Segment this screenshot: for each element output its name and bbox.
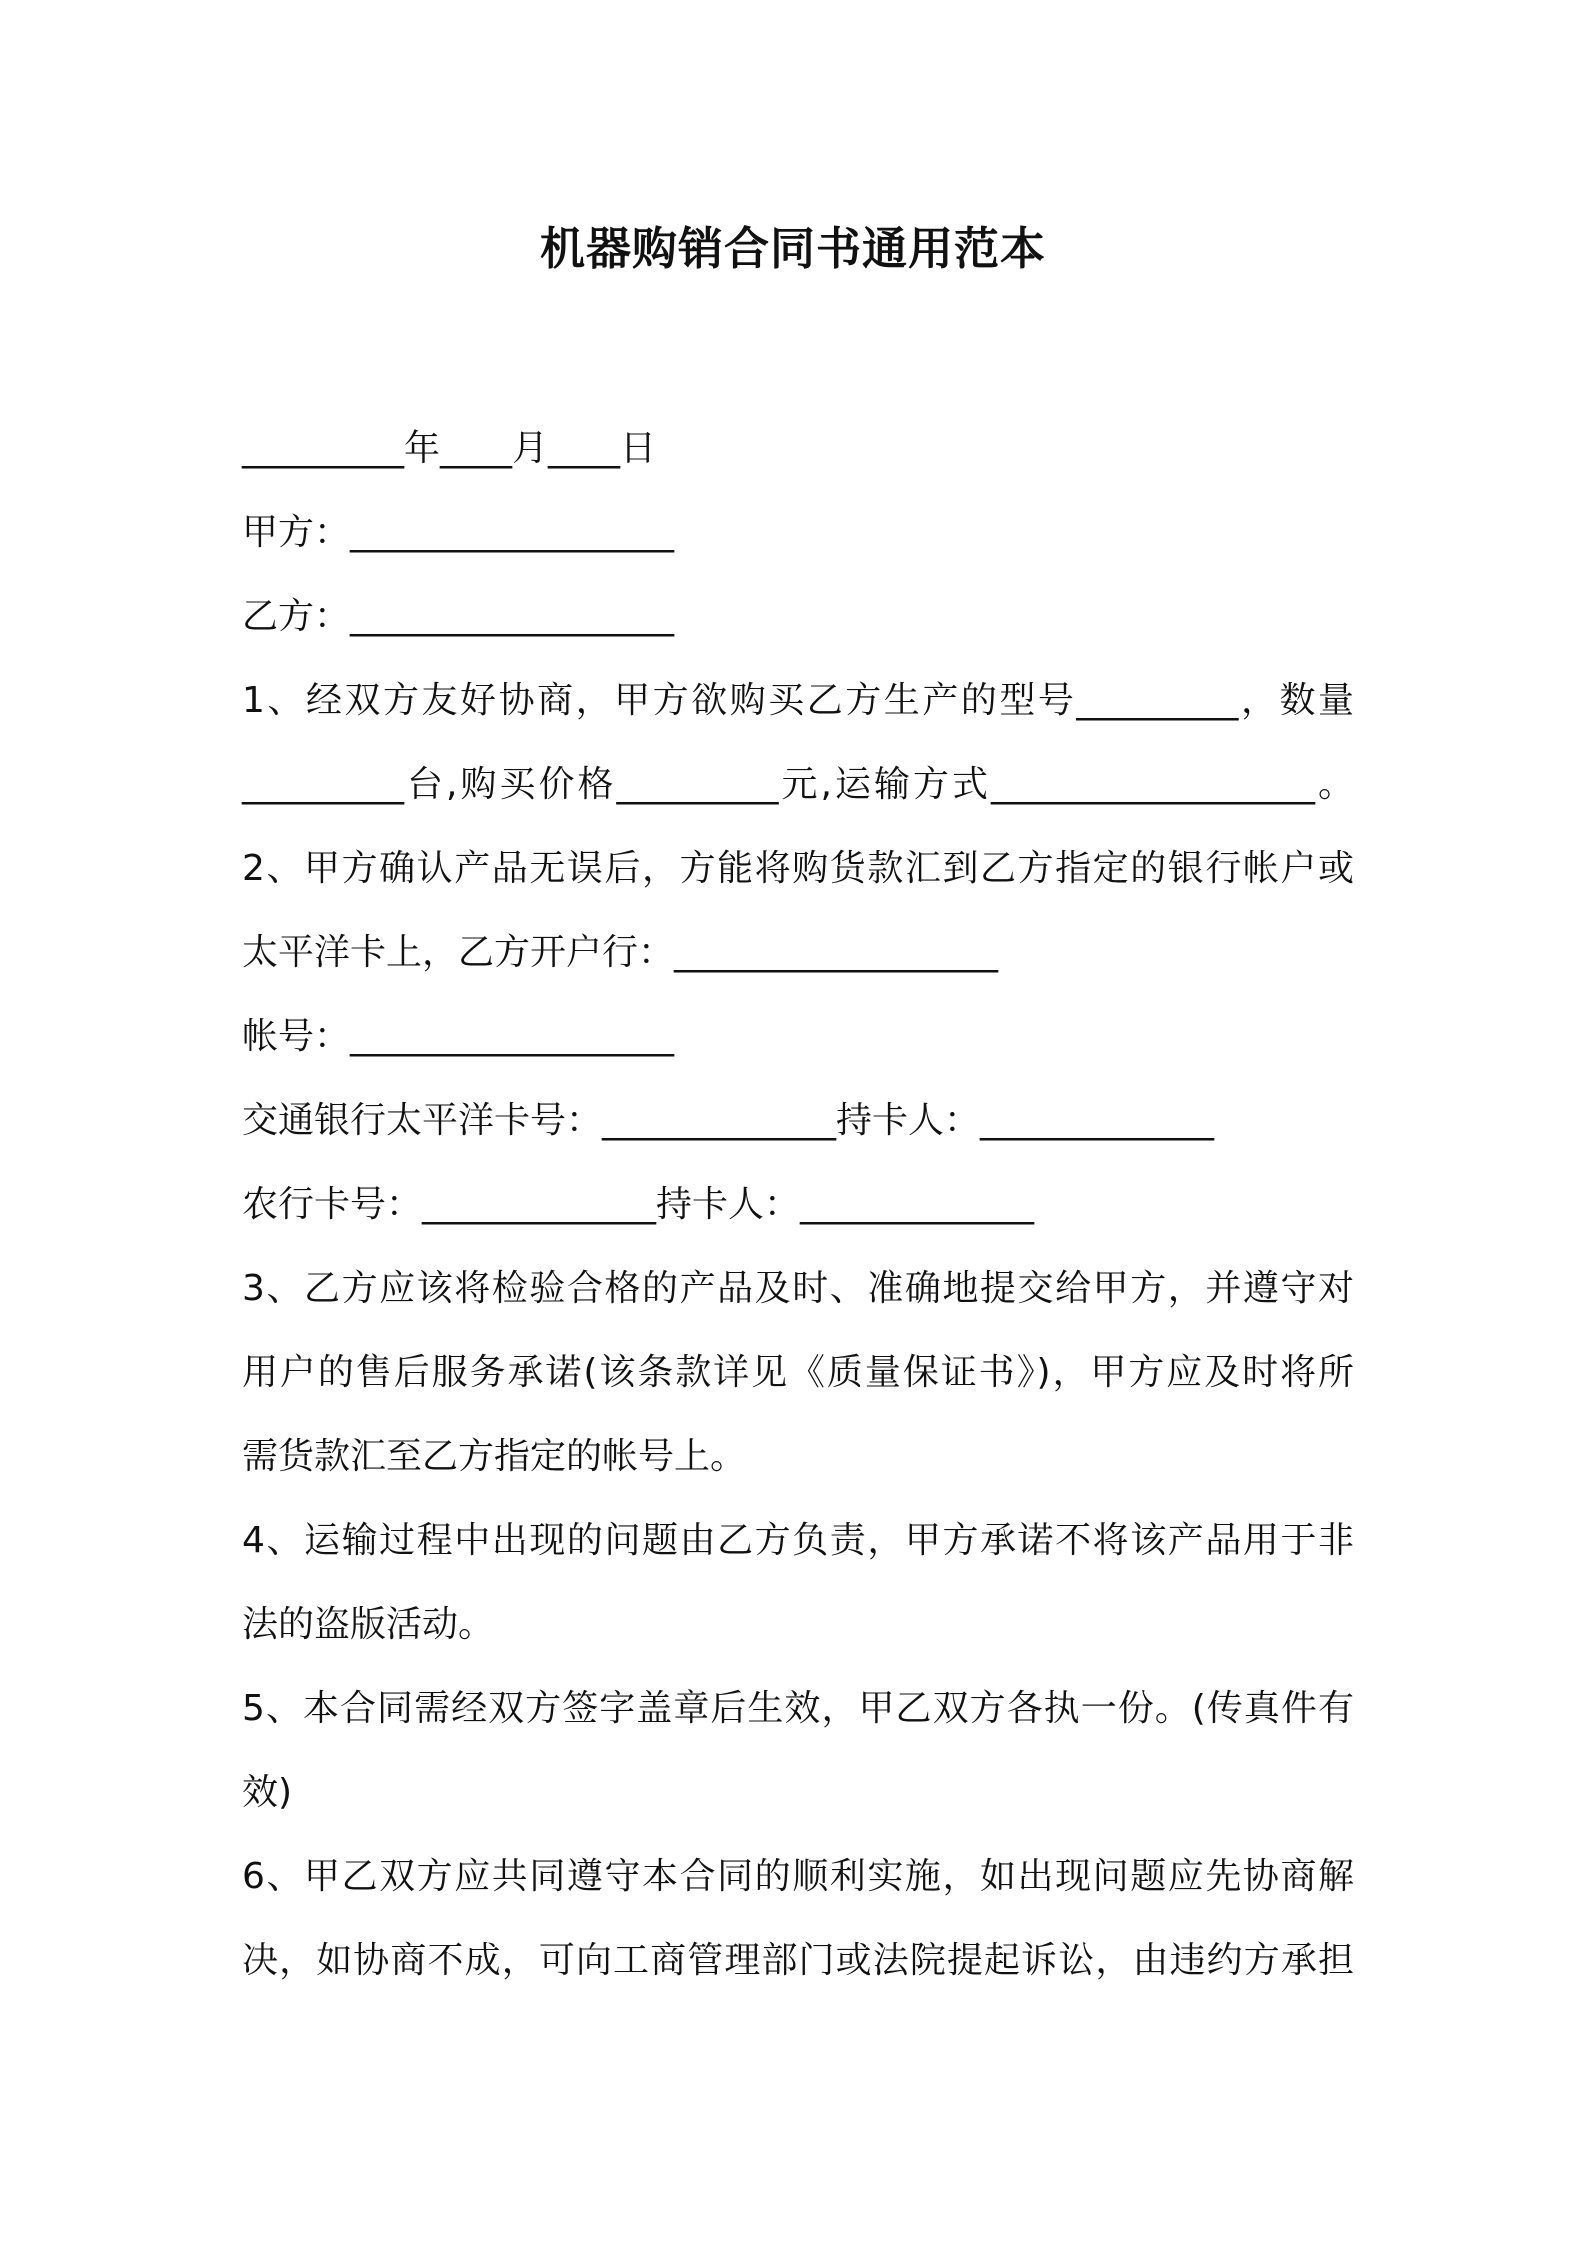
clause-2-line-2: 太平洋卡上，乙方开户行：__________________	[242, 932, 999, 973]
abc-card-line: 农行卡号：_____________持卡人：_____________	[242, 1184, 1035, 1225]
clause-3-line-3: 需货款汇至乙方指定的帐号上。	[242, 1436, 747, 1477]
clause-5-line-1: 5、本合同需经双方签字盖章后生效，甲乙双方各执一份。(传真件有	[242, 1688, 1354, 1729]
clause-4-line-1: 4、运输过程中出现的问题由乙方负责，甲方承诺不将该产品用于非	[242, 1520, 1354, 1561]
clause-4-line-2: 法的盗版活动。	[242, 1604, 495, 1645]
bocom-card-line: 交通银行太平洋卡号：_____________持卡人：_____________	[242, 1100, 1215, 1141]
clause-2-line-1: 2、甲方确认产品无误后，方能将购货款汇到乙方指定的银行帐户或	[242, 848, 1354, 889]
clause-3-line-1: 3、乙方应该将检验合格的产品及时、准确地提交给甲方，并遵守对	[242, 1268, 1354, 1309]
party-b-line: 乙方：__________________	[242, 596, 675, 637]
date-line: _________年____月____日	[242, 428, 656, 469]
account-line: 帐号：__________________	[242, 1016, 675, 1057]
party-a-line: 甲方：__________________	[242, 512, 675, 553]
document-title: 机器购销合同书通用范本	[539, 222, 1046, 275]
clause-5-line-2: 效)	[242, 1772, 293, 1813]
document-body	[242, 407, 1354, 2003]
clause-1-line-1: 1、经双方友好协商，甲方欲购买乙方生产的型号_________，数量	[242, 680, 1354, 721]
clause-1-line-2: _________台,购买价格_________元,运输方式__________________。	[242, 764, 1354, 805]
clause-6-line-2: 决，如协商不成，可向工商管理部门或法院提起诉讼，由违约方承担	[242, 1940, 1354, 1981]
clause-6-line-1: 6、甲乙双方应共同遵守本合同的顺利实施，如出现问题应先协商解	[242, 1856, 1354, 1897]
clause-3-line-2: 用户的售后服务承诺(该条款详见《质量保证书》)，甲方应及时将所	[242, 1352, 1354, 1393]
